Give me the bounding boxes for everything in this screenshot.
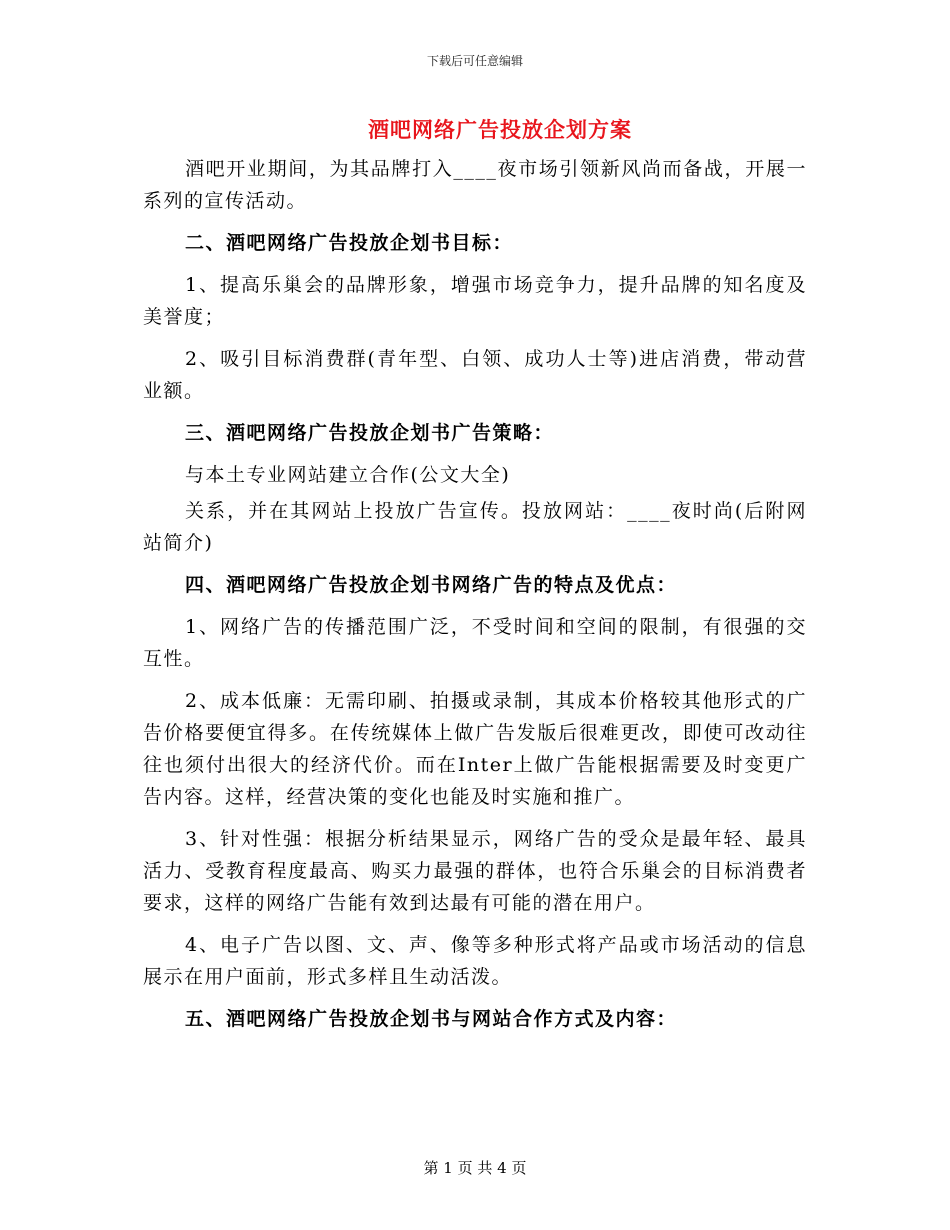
section-heading-strategy: 三、酒吧网络广告投放企划书广告策略：: [185, 422, 555, 444]
section-heading-goals: 二、酒吧网络广告投放企划书目标：: [185, 232, 514, 254]
page-number: 第 1 页 共 4 页: [423, 1159, 527, 1177]
feature-item-4: 4、电子广告以图、文、声、像等多种形式将产品或市场活动的信息展示在用户面前，形式多样且生动活泼。: [143, 934, 807, 988]
intro-paragraph: 酒吧开业期间，为其品牌打入____夜市场引领新风尚而备战，开展一系列的宣传活动。: [143, 158, 807, 212]
feature-item-1: 1、网络广告的传播范围广泛，不受时间和空间的限制，有很强的交互性。: [143, 616, 807, 670]
document-body: [143, 153, 807, 1045]
header-note: 下载后可任意编辑: [426, 54, 523, 68]
feature-item-3: 3、针对性强：根据分析结果显示，网络广告的受众是最年轻、最具活力、受教育程度最高、购买力最强的群体，也符合乐巢会的目标消费者要求，这样的网络广告能有效到达最有可能的潜在用户。: [143, 828, 807, 914]
goal-item-1: 1、提高乐巢会的品牌形象，增强市场竞争力，提升品牌的知名度及美誉度；: [143, 274, 807, 328]
section-heading-cooperation: 五、酒吧网络广告投放企划书与网站合作方式及内容：: [185, 1008, 678, 1030]
feature-item-2: 2、成本低廉：无需印刷、拍摄或录制，其成本价格较其他形式的广告价格要便宜得多。在传统媒体上做广告发版后很难更改，即使可改动往往也须付出很大的经济代价。而在Inter上做广告能根据需要及时变更广告内容。这样，经营决策的变化也能及时实施和推广。: [143, 690, 807, 808]
document-title: 酒吧网络广告投放企划方案: [368, 117, 632, 142]
strategy-paragraph-1: 与本土专业网站建立合作(公文大全): [185, 464, 511, 486]
strategy-paragraph-2: 关系，并在其网站上投放广告宣传。投放网站：____夜时尚(后附网站简介): [143, 500, 807, 554]
section-heading-features: 四、酒吧网络广告投放企划书网络广告的特点及优点：: [185, 574, 678, 596]
goal-item-2: 2、吸引目标消费群(青年型、白领、成功人士等)进店消费，带动营业额。: [143, 348, 807, 402]
